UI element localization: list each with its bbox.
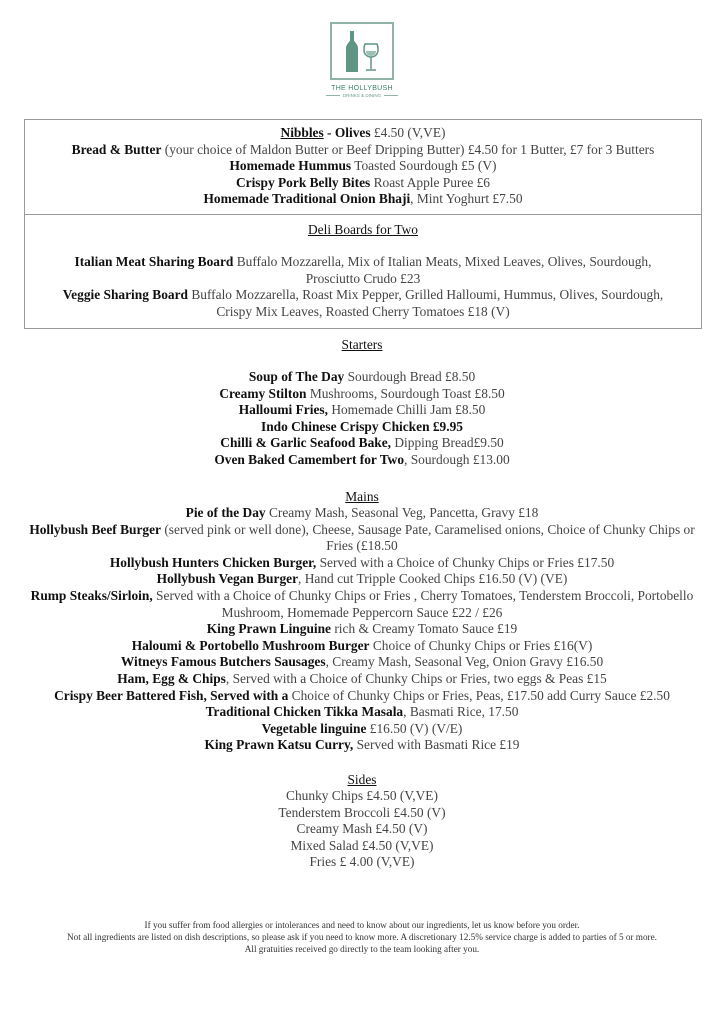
menu-item: Creamy Mash £4.50 (V): [296, 821, 428, 837]
item-name: Chilli & Garlic Seafood Bake,: [220, 435, 392, 451]
item-name: Witneys Famous Butchers Sausages: [120, 654, 326, 670]
menu-item: [26, 704, 698, 721]
item-name: Hollybush Hunters Chicken Burger,: [109, 554, 317, 570]
logo-title: THE HOLLYBUSH: [331, 85, 393, 92]
nibbles-section: [25, 120, 701, 214]
logo: [300, 14, 424, 98]
item-name: Vegetable linguine: [261, 720, 367, 736]
starters-section: [20, 336, 704, 469]
menu-item: [26, 671, 698, 688]
menu-item: [26, 654, 698, 671]
item-desc: rich & Creamy Tomato Sauce £19: [331, 621, 518, 637]
deli-heading: Deli Boards for Two: [307, 221, 418, 237]
menu-item: [26, 571, 698, 588]
item-name: King Prawn Katsu Curry,: [204, 737, 354, 753]
item-desc: Served with Basmati Rice £19: [353, 737, 520, 753]
footer-line: All gratuities received go directly to the team looking after you.: [244, 944, 480, 954]
item-desc: , Mint Yoghurt £7.50: [410, 191, 523, 207]
item-desc: Mushrooms, Sourdough Toast £8.50: [306, 385, 505, 401]
item-desc: , Hand cut Tripple Cooked Chips £16.50 (V) (VE): [298, 571, 568, 587]
item-name: Creamy Stilton: [219, 385, 307, 401]
item-desc: Buffalo Mozzarella, Roast Mix Pepper, Grilled Halloumi, Hummus, Olives, Sourdough, Crispy Mix Leaves, Roasted Cherry Tomatoes £18 (V): [187, 287, 664, 319]
item-name: Bread & Butter: [71, 141, 162, 157]
logo-emblem: [330, 22, 394, 80]
starters-list: [20, 369, 704, 469]
item-name: Hollybush Beef Burger: [29, 521, 161, 537]
item-name: Ham, Egg & Chips: [117, 670, 226, 686]
spacer: [55, 238, 671, 254]
sides-list: [20, 788, 704, 871]
item-name: Veggie Sharing Board: [62, 287, 188, 303]
item-desc: Served with a Choice of Chunky Chips or Fries , Cherry Tomatoes, Tenderstem Broccoli, Portobello Mushroom, Homemade Peppercorn Sauce £22 / £26: [152, 587, 694, 620]
item-desc: Sourdough Bread £8.50: [344, 369, 476, 384]
item-desc: Toasted Sourdough £5 (V): [351, 158, 497, 174]
item-name: Indo Chinese Crispy Chicken £9.95: [260, 418, 463, 434]
menu-item: [26, 638, 698, 655]
item-desc: (your choice of Maldon Butter or Beef Dripping Butter) £4.50 for 1 Butter, £7 for 3 Butters: [161, 141, 655, 157]
menu-item: Fries £ 4.00 (V,VE): [309, 854, 415, 870]
item-name: Homemade Hummus: [229, 158, 352, 174]
menu-item: Tenderstem Broccoli £4.50 (V): [278, 804, 446, 820]
wine-bottle-glass-icon: [336, 28, 388, 74]
mains-heading: Mains: [345, 489, 379, 504]
item-desc: £4.50 (V,VE): [370, 125, 446, 140]
deli-section: [25, 214, 701, 328]
item-desc: , Sourdough £13.00: [404, 451, 510, 467]
menu-item: Chunky Chips £4.50 (V,VE): [286, 788, 438, 803]
menu-item: [55, 287, 671, 320]
item-name: Soup of The Day: [248, 369, 345, 384]
menu-item: [33, 158, 693, 175]
item-desc: Buffalo Mozzarella, Mix of Italian Meats, Mixed Leaves, Olives, Sourdough, Prosciutto Crudo £23: [233, 253, 652, 286]
footer-line: If you suffer from food allergies or intolerances and need to know about our ingredients, let us know before you order.: [144, 920, 580, 930]
menu-item: [33, 191, 693, 208]
menu-item: [33, 142, 693, 159]
item-desc: Choice of Chunky Chips or Fries, Peas, £17.50 add Curry Sauce £2.50: [288, 687, 670, 703]
item-name: Pie of the Day: [185, 505, 266, 520]
menu-item: [33, 175, 693, 192]
item-desc: £16.50 (V) (V/E): [366, 720, 463, 736]
item-name: Italian Meat Sharing Board: [74, 253, 234, 269]
menu-item: [26, 737, 698, 754]
mains-section: [20, 488, 704, 754]
item-name: Halloumi Fries,: [238, 402, 328, 418]
item-name: King Prawn Linguine: [206, 621, 331, 637]
menu-item: [26, 621, 698, 638]
menu-item: [20, 386, 704, 403]
menu-item: [26, 522, 698, 555]
item-desc: (served pink or well done), Cheese, Sausage Pate, Caramelised onions, Choice of Chunky Chips or Fries (£18.50: [161, 521, 695, 554]
menu-item: [26, 721, 698, 738]
menu-item: [55, 254, 671, 287]
item-name: - Olives: [323, 125, 371, 140]
item-name: Homemade Traditional Onion Bhaji: [203, 191, 411, 207]
item-name: Traditional Chicken Tikka Masala: [205, 704, 404, 720]
menu-item: [20, 402, 704, 419]
item-name: Haloumi & Portobello Mushroom Burger: [131, 637, 370, 653]
item-desc: Served with a Choice of Chunky Chips or Fries £17.50: [316, 554, 615, 570]
menu-item: [33, 125, 693, 142]
spacer: [20, 353, 704, 369]
mains-list: [20, 505, 704, 754]
item-name: Hollybush Vegan Burger: [156, 571, 299, 587]
item-desc: Dipping Bread£9.50: [391, 435, 504, 451]
item-desc: , Basmati Rice, 17.50: [403, 704, 519, 720]
nibbles-heading: Nibbles: [280, 125, 324, 140]
item-desc: Homemade Chilli Jam £8.50: [327, 402, 486, 418]
allergy-footer: [0, 919, 724, 955]
item-desc: , Served with a Choice of Chunky Chips or Fries, two eggs & Peas £15: [225, 670, 607, 686]
menu-item: [20, 435, 704, 452]
menu-item: [20, 452, 704, 469]
item-name: Rump Steaks/Sirloin,: [30, 587, 153, 603]
item-name: Oven Baked Camembert for Two: [214, 451, 405, 467]
menu-item: [20, 369, 704, 386]
item-desc: Roast Apple Puree £6: [370, 174, 491, 190]
menu-item: [26, 588, 698, 621]
menu-item: [26, 555, 698, 572]
sides-section: [20, 771, 704, 871]
menu-item: Mixed Salad £4.50 (V,VE): [290, 837, 434, 853]
menu-item: [26, 688, 698, 705]
starters-heading: Starters: [341, 337, 383, 352]
item-desc: Creamy Mash, Seasonal Veg, Pancetta, Gravy £18: [265, 505, 539, 520]
item-desc: , Creamy Mash, Seasonal Veg, Onion Gravy £16.50: [325, 654, 604, 670]
menu-item: [20, 419, 704, 436]
item-name: Crispy Beer Battered Fish, Served with a: [54, 687, 289, 703]
sides-heading: Sides: [347, 772, 377, 787]
footer-line: Not all ingredients are listed on dish descriptions, so please ask if you need to know more. A discretionary 12.5% service charge is added to parties of 5 or more.: [67, 932, 657, 942]
menu-item: [26, 505, 698, 522]
item-desc: Choice of Chunky Chips or Fries £16(V): [369, 637, 593, 653]
logo-subtitle: DRINKS & DINING: [300, 93, 424, 98]
item-name: Crispy Pork Belly Bites: [235, 174, 371, 190]
nibbles-deli-box: [24, 119, 702, 329]
